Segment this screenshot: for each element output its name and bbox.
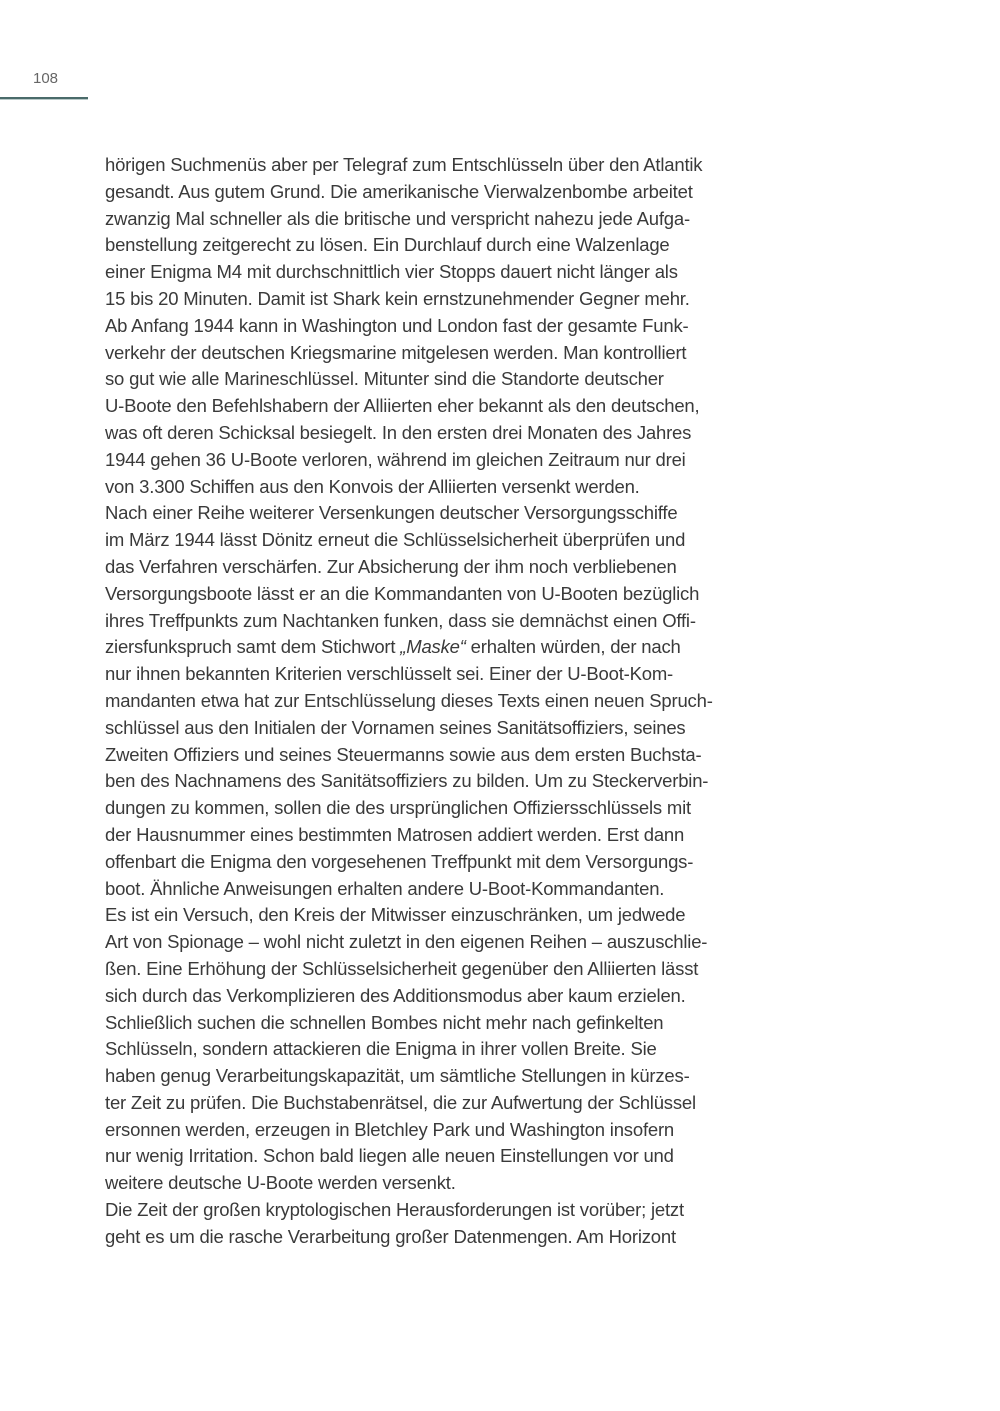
- text-line: gesandt. Aus gutem Grund. Die amerikanische Vierwalzenbombe arbeitet: [105, 180, 693, 202]
- text-line: mandanten etwa hat zur Entschlüsselung dieses Texts einen neuen Spruch-: [105, 689, 713, 711]
- text-line: dungen zu kommen, sollen die des ursprünglichen Offiziersschlüssels mit: [105, 797, 691, 819]
- text-line: ziersfunkspruch samt dem Stichwort „Maske“ erhalten würden, der nach: [105, 636, 681, 658]
- text-line: schlüssel aus den Initialen der Vornamen seines Sanitätsoffiziers, seines: [105, 716, 686, 738]
- text-line: haben genug Verarbeitungskapazität, um sämtliche Stellungen in kürzes-: [105, 1065, 690, 1087]
- text-line: weitere deutsche U-Boote werden versenkt.: [105, 1172, 456, 1194]
- page-number: 108: [33, 70, 59, 87]
- text-line: nur ihnen bekannten Kriterien verschlüsselt sei. Einer der U-Boot-Kom-: [105, 663, 674, 685]
- text-line: ersonnen werden, erzeugen in Bletchley Park und Washington insofern: [105, 1118, 675, 1140]
- text-line: Die Zeit der großen kryptologischen Herausforderungen ist vorüber; jetzt: [105, 1199, 684, 1221]
- text-line: Nach einer Reihe weiterer Versenkungen deutscher Versorgungsschiffe: [105, 502, 678, 524]
- text-line: benstellung zeitgerecht zu lösen. Ein Durchlauf durch eine Walzenlage: [105, 234, 670, 256]
- text-line: U-Boote den Befehlshabern der Alliierten eher bekannt als den deutschen,: [105, 395, 700, 417]
- text-line: so gut wie alle Marineschlüssel. Mitunter sind die Standorte deutscher: [105, 368, 664, 390]
- text-line: Versorgungsboote lässt er an die Kommandanten von U-Booten bezüglich: [105, 582, 700, 604]
- text-line: verkehr der deutschen Kriegsmarine mitgelesen werden. Man kontrolliert: [105, 341, 687, 363]
- text-line: im März 1944 lässt Dönitz erneut die Schlüsselsicherheit überprüfen und: [105, 529, 686, 551]
- text-line: ßen. Eine Erhöhung der Schlüsselsicherheit gegenüber den Alliierten lässt: [105, 957, 699, 979]
- text-line: sich durch das Verkomplizieren des Additionsmodus aber kaum erzielen.: [105, 984, 686, 1006]
- text-line: was oft deren Schicksal besiegelt. In den ersten drei Monaten des Jahres: [105, 421, 692, 443]
- text-line: Art von Spionage – wohl nicht zuletzt in den eigenen Reihen – auszuschlie-: [105, 931, 708, 953]
- text-line: boot. Ähnliche Anweisungen erhalten andere U-Boot-Kommandanten.: [105, 877, 665, 899]
- header-rule: [0, 97, 88, 100]
- emphasis: „Maske“: [400, 636, 466, 658]
- text-line: Zweiten Offiziers und seines Steuermanns sowie aus dem ersten Buchsta-: [105, 743, 702, 765]
- text-line: ihres Treffpunkts zum Nachtanken funken, dass sie demnächst einen Offi-: [105, 609, 696, 631]
- text-line: Ab Anfang 1944 kann in Washington und London fast der gesamte Funk-: [105, 314, 689, 336]
- text-line: Schlüsseln, sondern attackieren die Enigma in ihrer vollen Breite. Sie: [105, 1038, 657, 1060]
- text-line: offenbart die Enigma den vorgesehenen Treffpunkt mit dem Versorgungs-: [105, 850, 694, 872]
- text-line: hörigen Suchmenüs aber per Telegraf zum Entschlüsseln über den Atlantik: [105, 154, 703, 175]
- text-line: 1944 gehen 36 U-Boote verloren, während im gleichen Zeitraum nur drei: [105, 448, 686, 470]
- text-line: der Hausnummer eines bestimmten Matrosen addiert werden. Erst dann: [105, 823, 685, 845]
- body-text: [105, 152, 785, 1251]
- text-line: einer Enigma M4 mit durchschnittlich vier Stopps dauert nicht länger als: [105, 261, 678, 283]
- text-line: das Verfahren verschärfen. Zur Absicherung der ihm noch verbliebenen: [105, 555, 677, 577]
- text-line: 15 bis 20 Minuten. Damit ist Shark kein ernstzunehmender Gegner mehr.: [105, 287, 690, 309]
- text-line: ben des Nachnamens des Sanitätsoffiziers zu bilden. Um zu Steckerverbin-: [105, 770, 709, 792]
- text-line: zwanzig Mal schneller als die britische und verspricht nahezu jede Aufga-: [105, 207, 690, 229]
- text-line: von 3.300 Schiffen aus den Konvois der Alliierten versenkt werden.: [105, 475, 640, 497]
- text-line: geht es um die rasche Verarbeitung großer Datenmengen. Am Horizont: [105, 1225, 676, 1247]
- text-line: Es ist ein Versuch, den Kreis der Mitwisser einzuschränken, um jedwede: [105, 904, 686, 926]
- text-line: ter Zeit zu prüfen. Die Buchstabenrätsel, die zur Aufwertung der Schlüssel: [105, 1091, 696, 1113]
- text-line: Schließlich suchen die schnellen Bombes nicht mehr nach gefinkelten: [105, 1011, 664, 1033]
- text-line: nur wenig Irritation. Schon bald liegen alle neuen Einstellungen vor und: [105, 1145, 674, 1167]
